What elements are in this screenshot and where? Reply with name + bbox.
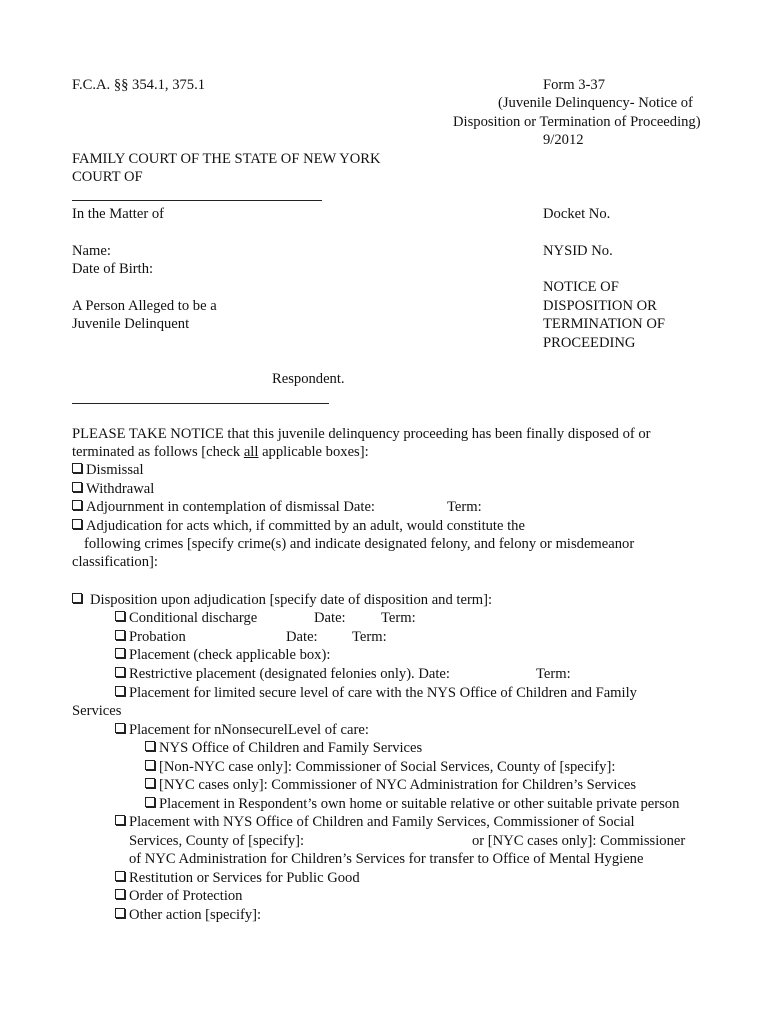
conditional-discharge-checkbox[interactable] bbox=[115, 611, 125, 621]
statute-citation: F.C.A. §§ 354.1, 375.1 bbox=[72, 77, 206, 93]
notice-title-line3: TERMINATION OF bbox=[543, 316, 666, 332]
option-order-of-protection[interactable] bbox=[115, 887, 242, 905]
notice-title-line1: NOTICE OF bbox=[543, 279, 619, 295]
limited-secure-label-line1: Placement for limited secure level of care with the NYS Office of Children and Family bbox=[129, 685, 637, 701]
placement-checkbox[interactable] bbox=[115, 648, 125, 658]
adjudication-checkbox[interactable] bbox=[72, 519, 82, 529]
option-conditional-discharge[interactable] bbox=[115, 609, 257, 627]
option-placement[interactable] bbox=[115, 646, 330, 664]
other-action-checkbox[interactable] bbox=[115, 908, 125, 918]
own-home-label: Placement in Respondent’s own home or suitable relative or other suitable private person bbox=[159, 796, 680, 812]
option-limited-secure[interactable] bbox=[115, 684, 637, 702]
nys-ocfs-label: NYS Office of Children and Family Services bbox=[159, 740, 423, 756]
withdrawal-label: Withdrawal bbox=[86, 481, 155, 497]
conditional-term-label: Term: bbox=[381, 610, 416, 626]
option-restrictive-placement[interactable] bbox=[115, 665, 450, 683]
limited-secure-label-line2: Services bbox=[72, 703, 122, 719]
other-action-label: Other action [specify]: bbox=[129, 907, 262, 923]
option-other-action[interactable] bbox=[115, 906, 261, 924]
caption-top-rule bbox=[72, 200, 322, 201]
option-dismissal[interactable] bbox=[72, 461, 144, 479]
conditional-discharge-label: Conditional discharge bbox=[129, 610, 258, 626]
notice-text-all: all bbox=[243, 444, 259, 460]
option-nonsecure[interactable] bbox=[115, 721, 369, 739]
with-nys-label-line1: Placement with NYS Office of Children and Family Services, Commissioner of Social bbox=[129, 814, 635, 830]
option-withdrawal[interactable] bbox=[72, 480, 154, 498]
name-label: Name: bbox=[72, 243, 111, 259]
notice-text-line1: PLEASE TAKE NOTICE that this juvenile delinquency proceeding has been finally disposed of or bbox=[72, 426, 651, 442]
option-adjudication[interactable] bbox=[72, 517, 525, 535]
non-nyc-checkbox[interactable] bbox=[145, 760, 155, 770]
alleged-line1: A Person Alleged to be a bbox=[72, 298, 217, 314]
limited-secure-checkbox[interactable] bbox=[115, 686, 125, 696]
form-number: Form 3-37 bbox=[543, 77, 606, 93]
court-name-line1: FAMILY COURT OF THE STATE OF NEW YORK bbox=[72, 151, 381, 167]
nyc-checkbox[interactable] bbox=[145, 778, 155, 788]
with-nys-checkbox[interactable] bbox=[115, 815, 125, 825]
disposition-checkbox[interactable] bbox=[72, 593, 82, 603]
restitution-label: Restitution or Services for Public Good bbox=[129, 870, 360, 886]
placement-label: Placement (check applicable box): bbox=[129, 647, 331, 663]
restrictive-placement-label: Restrictive placement (designated felonies only). Date: bbox=[129, 666, 450, 682]
probation-date-label: Date: bbox=[286, 629, 318, 645]
nonsecure-label: Placement for nNonsecurelLevel of care: bbox=[129, 722, 369, 738]
with-nys-label-line3: of NYC Administration for Children’s Services for transfer to Office of Mental Hygiene bbox=[129, 851, 644, 867]
dismissal-checkbox[interactable] bbox=[72, 463, 82, 473]
option-acd[interactable] bbox=[72, 498, 375, 516]
form-description-line2: Disposition or Termination of Proceeding) bbox=[453, 114, 701, 130]
probation-label: Probation bbox=[129, 629, 186, 645]
nyc-label: [NYC cases only]: Commissioner of NYC Administration for Children’s Services bbox=[159, 777, 637, 793]
dismissal-label: Dismissal bbox=[86, 462, 144, 478]
form-description-line1: (Juvenile Delinquency- Notice of bbox=[498, 95, 693, 111]
nysid-label: NYSID No. bbox=[543, 243, 613, 259]
probation-term-label: Term: bbox=[352, 629, 387, 645]
option-nys-ocfs[interactable] bbox=[145, 739, 422, 757]
disposition-heading: Disposition upon adjudication [specify date of disposition and term]: bbox=[90, 592, 493, 608]
probation-checkbox[interactable] bbox=[115, 630, 125, 640]
restrictive-term-label: Term: bbox=[536, 666, 571, 682]
option-non-nyc[interactable] bbox=[145, 758, 615, 776]
form-date: 9/2012 bbox=[543, 132, 584, 148]
adjudication-label-line3: classification]: bbox=[72, 554, 158, 570]
non-nyc-label: [Non-NYC case only]: Commissioner of Social Services, County of [specify]: bbox=[159, 759, 616, 775]
with-nys-label-line2b: or [NYC cases only]: Commissioner bbox=[472, 833, 686, 849]
nonsecure-checkbox[interactable] bbox=[115, 723, 125, 733]
alleged-line2: Juvenile Delinquent bbox=[72, 316, 190, 332]
option-disposition[interactable] bbox=[72, 591, 492, 609]
conditional-date-label: Date: bbox=[314, 610, 346, 626]
own-home-checkbox[interactable] bbox=[145, 797, 155, 807]
option-nyc[interactable] bbox=[145, 776, 636, 794]
acd-term-label: Term: bbox=[447, 499, 482, 515]
option-own-home[interactable] bbox=[145, 795, 679, 813]
respondent-label: Respondent. bbox=[272, 371, 345, 387]
acd-label: Adjournment in contemplation of dismissal Date: bbox=[86, 499, 375, 515]
option-restitution[interactable] bbox=[115, 869, 360, 887]
restitution-checkbox[interactable] bbox=[115, 871, 125, 881]
caption-bottom-rule bbox=[72, 403, 329, 404]
notice-title-line2: DISPOSITION OR bbox=[543, 298, 657, 314]
notice-title-line4: PROCEEDING bbox=[543, 335, 636, 351]
acd-checkbox[interactable] bbox=[72, 500, 82, 510]
notice-text-post: applicable boxes]: bbox=[258, 444, 369, 460]
date-of-birth-label: Date of Birth: bbox=[72, 261, 154, 277]
notice-text-line2 bbox=[72, 443, 369, 461]
nys-ocfs-checkbox[interactable] bbox=[145, 741, 155, 751]
court-name-line2: COURT OF bbox=[72, 169, 143, 185]
docket-number-label: Docket No. bbox=[543, 206, 611, 222]
adjudication-label-line1: Adjudication for acts which, if committed by an adult, would constitute the bbox=[86, 518, 525, 534]
order-of-protection-checkbox[interactable] bbox=[115, 889, 125, 899]
adjudication-label-line2: following crimes [specify crime(s) and indicate designated felony, and felony or misdemeanor bbox=[84, 536, 635, 552]
option-with-nys[interactable] bbox=[115, 813, 635, 831]
withdrawal-checkbox[interactable] bbox=[72, 482, 82, 492]
notice-text-pre: terminated as follows [check bbox=[72, 444, 244, 460]
option-probation[interactable] bbox=[115, 628, 186, 646]
order-of-protection-label: Order of Protection bbox=[129, 888, 243, 904]
with-nys-label-line2a: Services, County of [specify]: bbox=[129, 833, 305, 849]
in-the-matter-of: In the Matter of bbox=[72, 206, 164, 222]
restrictive-placement-checkbox[interactable] bbox=[115, 667, 125, 677]
